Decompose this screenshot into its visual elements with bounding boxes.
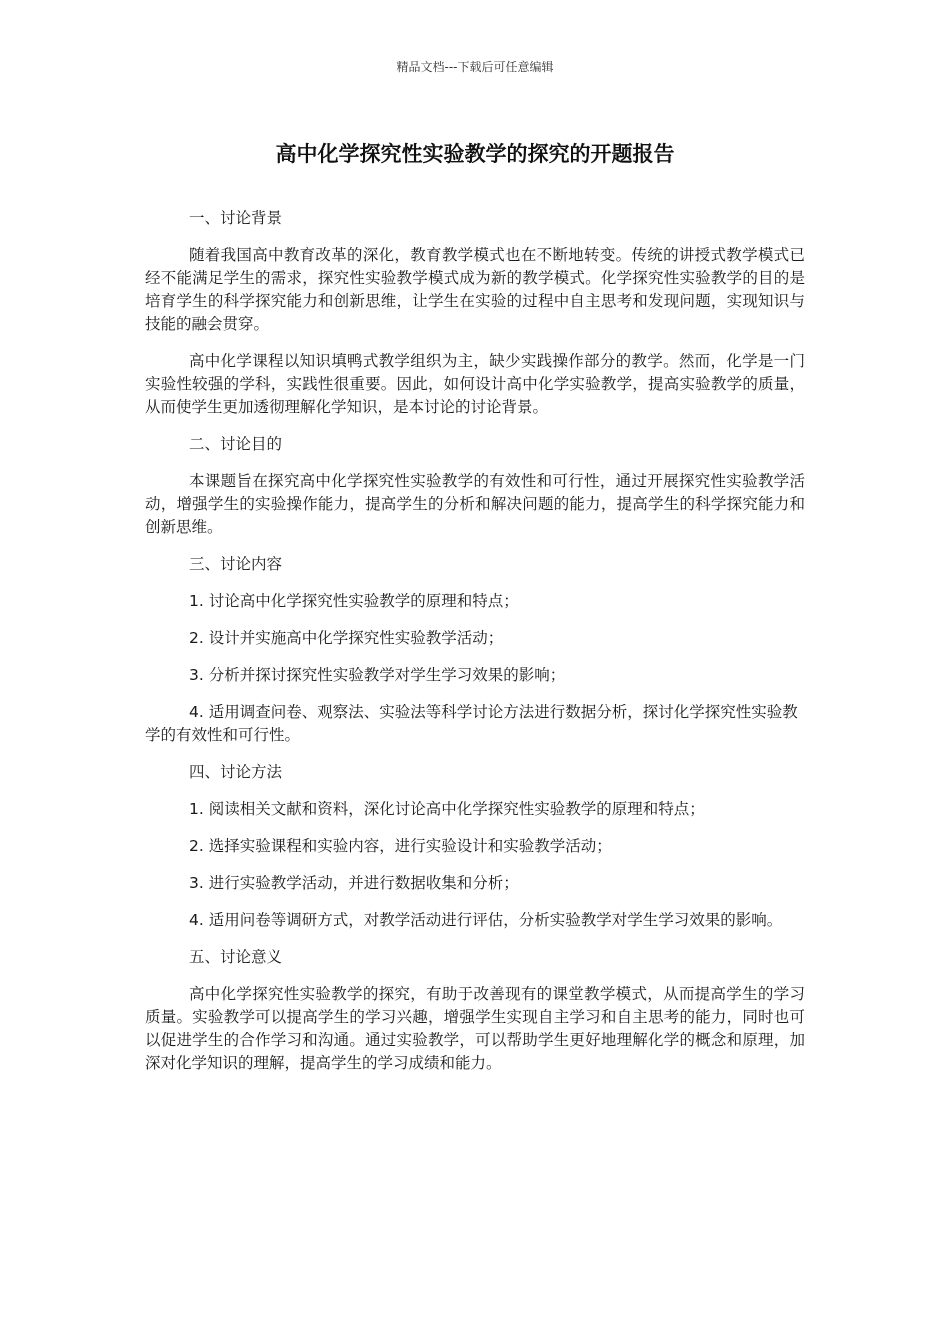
list-item: 3. 分析并探讨探究性实验教学对学生学习效果的影响；: [189, 666, 566, 684]
section-heading-background: 一、讨论背景: [189, 209, 283, 227]
list-item: 3. 进行实验教学活动，并进行数据收集和分析；: [189, 874, 519, 892]
section-heading-content: 三、讨论内容: [189, 555, 283, 573]
section-heading-significance: 五、讨论意义: [189, 948, 283, 966]
list-item: 2. 设计并实施高中化学探究性实验教学活动；: [189, 629, 504, 647]
document-body: [145, 207, 805, 1089]
list-item: 2. 选择实验课程和实验内容，进行实验设计和实验教学活动；: [189, 837, 612, 855]
paragraph: 随着我国高中教育改革的深化，教育教学模式也在不断地转变。传统的讲授式教学模式已经不能满足学生的需求，探究性实验教学模式成为新的教学模式。化学探究性实验教学的目的是培育学生的科学探究能力和创新思维，让学生在实验的过程中自主思考和发现问题，实现知识与技能的融会贯穿。: [145, 246, 805, 333]
list-item: 4. 适用调查问卷、观察法、实验法等科学讨论方法进行数据分析，探讨化学探究性实验教学的有效性和可行性。: [145, 703, 798, 744]
list-item: 1. 讨论高中化学探究性实验教学的原理和特点；: [189, 592, 519, 610]
paragraph: 本课题旨在探究高中化学探究性实验教学的有效性和可行性，通过开展探究性实验教学活动，增强学生的实验操作能力，提高学生的分析和解决问题的能力，提高学生的科学探究能力和创新思维。: [145, 472, 805, 536]
paragraph: 高中化学探究性实验教学的探究，有助于改善现有的课堂教学模式，从而提高学生的学习质量。实验教学可以提高学生的学习兴趣，增强学生实现自主学习和自主思考的能力，同时也可以促进学生的合作学习和沟通。通过实验教学，可以帮助学生更好地理解化学的概念和原理，加深对化学知识的理解，提高学生的学习成绩和能力。: [145, 985, 805, 1072]
header-note: 精品文档---下载后可任意编辑: [396, 60, 554, 74]
section-heading-method: 四、讨论方法: [189, 763, 283, 781]
list-item: 4. 适用问卷等调研方式，对教学活动进行评估，分析实验教学对学生学习效果的影响。: [189, 911, 783, 929]
section-heading-purpose: 二、讨论目的: [189, 435, 283, 453]
paragraph: 高中化学课程以知识填鸭式教学组织为主，缺少实践操作部分的教学。然而，化学是一门实验性较强的学科，实践性很重要。因此，如何设计高中化学实验教学，提高实验教学的质量，从而使学生更加透彻理解化学知识，是本讨论的讨论背景。: [145, 352, 805, 416]
list-item: 1. 阅读相关文献和资料，深化讨论高中化学探究性实验教学的原理和特点；: [189, 800, 705, 818]
document-title: 高中化学探究性实验教学的探究的开题报告: [275, 142, 675, 166]
